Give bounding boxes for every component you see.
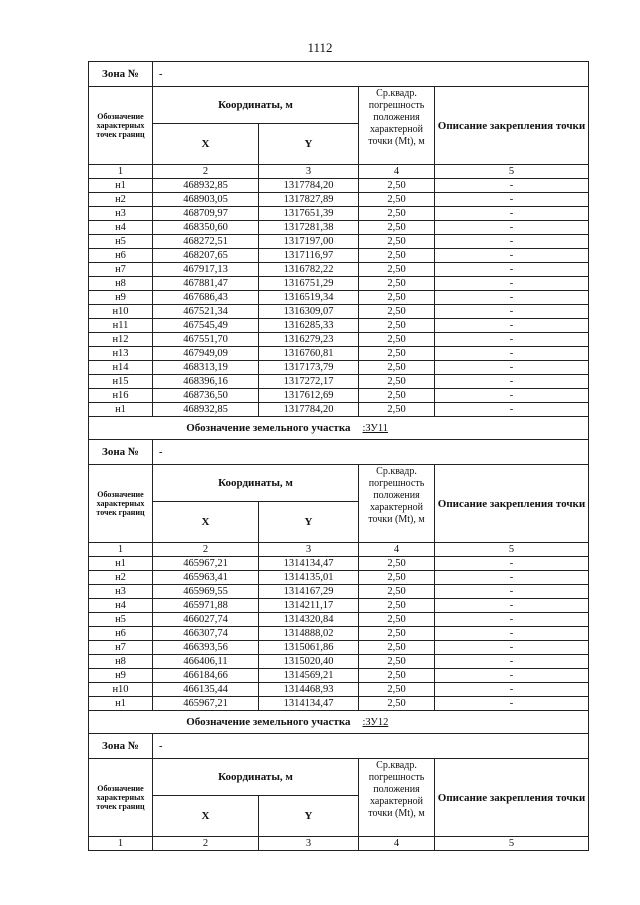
fixing-description: - bbox=[435, 319, 589, 333]
x-coordinate: 468903,05 bbox=[153, 193, 259, 207]
zone-row bbox=[89, 440, 589, 465]
table-row bbox=[89, 641, 589, 655]
fixing-description: - bbox=[435, 585, 589, 599]
mean-square-error: 2,50 bbox=[359, 403, 435, 417]
zone-label: Зона № bbox=[89, 440, 153, 465]
coordinates-table bbox=[88, 61, 589, 851]
point-id: н11 bbox=[89, 319, 153, 333]
table-row bbox=[89, 669, 589, 683]
y-coordinate: 1317272,17 bbox=[259, 375, 359, 389]
table-row bbox=[89, 697, 589, 711]
mean-square-error: 2,50 bbox=[359, 305, 435, 319]
fixing-description: - bbox=[435, 221, 589, 235]
point-id: н5 bbox=[89, 235, 153, 249]
column-number: 1 bbox=[89, 165, 153, 179]
table-row bbox=[89, 585, 589, 599]
mean-square-error: 2,50 bbox=[359, 557, 435, 571]
fixing-description: - bbox=[435, 249, 589, 263]
point-id: н10 bbox=[89, 305, 153, 319]
mean-square-error: 2,50 bbox=[359, 655, 435, 669]
mean-square-error: 2,50 bbox=[359, 375, 435, 389]
column-number: 2 bbox=[153, 543, 259, 557]
fixing-description: - bbox=[435, 697, 589, 711]
parcel-number: :ЗУ12 bbox=[362, 716, 389, 728]
table-row bbox=[89, 403, 589, 417]
mean-square-error: 2,50 bbox=[359, 291, 435, 305]
y-coordinate: 1314134,47 bbox=[259, 697, 359, 711]
column-number: 3 bbox=[259, 165, 359, 179]
mean-square-error: 2,50 bbox=[359, 347, 435, 361]
column-number: 1 bbox=[89, 837, 153, 851]
column-number: 4 bbox=[359, 165, 435, 179]
header-row bbox=[89, 87, 589, 124]
y-coordinate: 1314569,21 bbox=[259, 669, 359, 683]
fixing-description: - bbox=[435, 389, 589, 403]
mean-square-error: 2,50 bbox=[359, 641, 435, 655]
mean-square-error: 2,50 bbox=[359, 361, 435, 375]
table-row bbox=[89, 319, 589, 333]
table-row bbox=[89, 277, 589, 291]
error-header-top: Ср.квадр. погрешность положения bbox=[359, 87, 435, 124]
fixing-description: - bbox=[435, 557, 589, 571]
point-id: н6 bbox=[89, 627, 153, 641]
table-row bbox=[89, 347, 589, 361]
x-coordinate: 465969,55 bbox=[153, 585, 259, 599]
y-coordinate: 1316519,34 bbox=[259, 291, 359, 305]
point-id: н3 bbox=[89, 585, 153, 599]
y-coordinate: 1315020,40 bbox=[259, 655, 359, 669]
page-number: 1112 bbox=[307, 40, 333, 55]
y-coordinate: 1316760,81 bbox=[259, 347, 359, 361]
x-coordinate: 468207,65 bbox=[153, 249, 259, 263]
point-id: н9 bbox=[89, 291, 153, 305]
y-coordinate: 1314320,84 bbox=[259, 613, 359, 627]
parcel-number: :ЗУ11 bbox=[362, 422, 388, 434]
coords-header: Координаты, м bbox=[153, 87, 359, 124]
y-coordinate: 1317173,79 bbox=[259, 361, 359, 375]
column-number: 5 bbox=[435, 543, 589, 557]
table-row bbox=[89, 235, 589, 249]
x-header: X bbox=[153, 796, 259, 837]
x-coordinate: 465971,88 bbox=[153, 599, 259, 613]
x-header: X bbox=[153, 124, 259, 165]
fixing-description: - bbox=[435, 599, 589, 613]
mean-square-error: 2,50 bbox=[359, 235, 435, 249]
column-number-row bbox=[89, 543, 589, 557]
table-row bbox=[89, 333, 589, 347]
fixing-description: - bbox=[435, 375, 589, 389]
x-coordinate: 467686,43 bbox=[153, 291, 259, 305]
column-number: 2 bbox=[153, 165, 259, 179]
mean-square-error: 2,50 bbox=[359, 277, 435, 291]
point-id: н6 bbox=[89, 249, 153, 263]
y-coordinate: 1316782,22 bbox=[259, 263, 359, 277]
coordinates-document bbox=[88, 61, 588, 851]
error-header-top: Ср.квадр. погрешность положения bbox=[359, 465, 435, 502]
x-coordinate: 468313,19 bbox=[153, 361, 259, 375]
table-row bbox=[89, 193, 589, 207]
table-row bbox=[89, 571, 589, 585]
column-number: 2 bbox=[153, 837, 259, 851]
description-header: Описание закрепления точки bbox=[435, 465, 589, 543]
zone-row bbox=[89, 734, 589, 759]
point-id: н4 bbox=[89, 599, 153, 613]
point-id: н9 bbox=[89, 669, 153, 683]
fixing-description: - bbox=[435, 361, 589, 375]
point-id: н12 bbox=[89, 333, 153, 347]
point-id: н1 bbox=[89, 697, 153, 711]
table-row bbox=[89, 389, 589, 403]
table-row bbox=[89, 361, 589, 375]
error-header-bottom: характерной точки (Mt), м bbox=[359, 796, 435, 837]
y-coordinate: 1314468,93 bbox=[259, 683, 359, 697]
x-coordinate: 468736,50 bbox=[153, 389, 259, 403]
fixing-description: - bbox=[435, 277, 589, 291]
mean-square-error: 2,50 bbox=[359, 571, 435, 585]
table-row bbox=[89, 179, 589, 193]
coords-header: Координаты, м bbox=[153, 465, 359, 502]
fixing-description: - bbox=[435, 333, 589, 347]
y-coordinate: 1317612,69 bbox=[259, 389, 359, 403]
x-coordinate: 468932,85 bbox=[153, 403, 259, 417]
x-coordinate: 468932,85 bbox=[153, 179, 259, 193]
zone-value: - bbox=[153, 62, 589, 87]
table-row bbox=[89, 655, 589, 669]
x-coordinate: 468396,16 bbox=[153, 375, 259, 389]
y-header: Y bbox=[259, 796, 359, 837]
y-coordinate: 1316751,29 bbox=[259, 277, 359, 291]
x-header: X bbox=[153, 502, 259, 543]
x-coordinate: 467521,34 bbox=[153, 305, 259, 319]
x-coordinate: 467551,70 bbox=[153, 333, 259, 347]
x-coordinate: 466027,74 bbox=[153, 613, 259, 627]
mean-square-error: 2,50 bbox=[359, 249, 435, 263]
y-coordinate: 1314888,02 bbox=[259, 627, 359, 641]
y-coordinate: 1316285,33 bbox=[259, 319, 359, 333]
point-id: н8 bbox=[89, 655, 153, 669]
x-coordinate: 468272,51 bbox=[153, 235, 259, 249]
coords-header: Координаты, м bbox=[153, 759, 359, 796]
x-coordinate: 466135,44 bbox=[153, 683, 259, 697]
table-row bbox=[89, 263, 589, 277]
description-header: Описание закрепления точки bbox=[435, 759, 589, 837]
x-coordinate: 466184,66 bbox=[153, 669, 259, 683]
mean-square-error: 2,50 bbox=[359, 613, 435, 627]
parcel-value bbox=[359, 417, 589, 440]
fixing-description: - bbox=[435, 193, 589, 207]
point-id: н1 bbox=[89, 403, 153, 417]
table-row bbox=[89, 375, 589, 389]
y-header: Y bbox=[259, 502, 359, 543]
point-label-header: Обозначение характерных точек границ bbox=[89, 759, 153, 837]
point-id: н13 bbox=[89, 347, 153, 361]
point-id: н8 bbox=[89, 277, 153, 291]
mean-square-error: 2,50 bbox=[359, 627, 435, 641]
mean-square-error: 2,50 bbox=[359, 669, 435, 683]
y-coordinate: 1314135,01 bbox=[259, 571, 359, 585]
mean-square-error: 2,50 bbox=[359, 263, 435, 277]
table-row bbox=[89, 291, 589, 305]
fixing-description: - bbox=[435, 571, 589, 585]
y-coordinate: 1317651,39 bbox=[259, 207, 359, 221]
x-coordinate: 468350,60 bbox=[153, 221, 259, 235]
x-coordinate: 466393,56 bbox=[153, 641, 259, 655]
mean-square-error: 2,50 bbox=[359, 193, 435, 207]
x-coordinate: 467545,49 bbox=[153, 319, 259, 333]
parcel-label: Обозначение земельного участка bbox=[89, 711, 359, 734]
point-id: н15 bbox=[89, 375, 153, 389]
mean-square-error: 2,50 bbox=[359, 389, 435, 403]
table-row bbox=[89, 221, 589, 235]
y-coordinate: 1317197,00 bbox=[259, 235, 359, 249]
mean-square-error: 2,50 bbox=[359, 221, 435, 235]
x-coordinate: 465963,41 bbox=[153, 571, 259, 585]
fixing-description: - bbox=[435, 291, 589, 305]
table-row bbox=[89, 683, 589, 697]
table-row bbox=[89, 249, 589, 263]
y-coordinate: 1316309,07 bbox=[259, 305, 359, 319]
y-coordinate: 1317281,38 bbox=[259, 221, 359, 235]
column-number-row bbox=[89, 165, 589, 179]
mean-square-error: 2,50 bbox=[359, 207, 435, 221]
point-id: н1 bbox=[89, 557, 153, 571]
mean-square-error: 2,50 bbox=[359, 585, 435, 599]
fixing-description: - bbox=[435, 683, 589, 697]
fixing-description: - bbox=[435, 655, 589, 669]
fixing-description: - bbox=[435, 627, 589, 641]
header-row bbox=[89, 759, 589, 796]
table-row bbox=[89, 207, 589, 221]
parcel-row bbox=[89, 711, 589, 734]
point-id: н7 bbox=[89, 641, 153, 655]
point-id: н1 bbox=[89, 179, 153, 193]
y-coordinate: 1316279,23 bbox=[259, 333, 359, 347]
point-id: н16 bbox=[89, 389, 153, 403]
mean-square-error: 2,50 bbox=[359, 683, 435, 697]
y-coordinate: 1317784,20 bbox=[259, 403, 359, 417]
zone-label: Зона № bbox=[89, 62, 153, 87]
header-row bbox=[89, 465, 589, 502]
x-coordinate: 467917,13 bbox=[153, 263, 259, 277]
table-row bbox=[89, 305, 589, 319]
table-row bbox=[89, 557, 589, 571]
mean-square-error: 2,50 bbox=[359, 697, 435, 711]
x-coordinate: 467881,47 bbox=[153, 277, 259, 291]
fixing-description: - bbox=[435, 613, 589, 627]
x-coordinate: 465967,21 bbox=[153, 557, 259, 571]
point-id: н4 bbox=[89, 221, 153, 235]
error-header-bottom: характерной точки (Mt), м bbox=[359, 502, 435, 543]
fixing-description: - bbox=[435, 403, 589, 417]
parcel-row bbox=[89, 417, 589, 440]
point-id: н10 bbox=[89, 683, 153, 697]
table-row bbox=[89, 599, 589, 613]
y-coordinate: 1317116,97 bbox=[259, 249, 359, 263]
fixing-description: - bbox=[435, 305, 589, 319]
y-header: Y bbox=[259, 124, 359, 165]
column-number: 5 bbox=[435, 837, 589, 851]
mean-square-error: 2,50 bbox=[359, 333, 435, 347]
column-number: 3 bbox=[259, 837, 359, 851]
point-label-header: Обозначение характерных точек границ bbox=[89, 87, 153, 165]
fixing-description: - bbox=[435, 235, 589, 249]
point-id: н3 bbox=[89, 207, 153, 221]
fixing-description: - bbox=[435, 263, 589, 277]
x-coordinate: 465967,21 bbox=[153, 697, 259, 711]
y-coordinate: 1317827,89 bbox=[259, 193, 359, 207]
description-header: Описание закрепления точки bbox=[435, 87, 589, 165]
fixing-description: - bbox=[435, 347, 589, 361]
error-header-bottom: характерной точки (Mt), м bbox=[359, 124, 435, 165]
column-number-row bbox=[89, 837, 589, 851]
x-coordinate: 466307,74 bbox=[153, 627, 259, 641]
x-coordinate: 466406,11 bbox=[153, 655, 259, 669]
mean-square-error: 2,50 bbox=[359, 179, 435, 193]
parcel-label: Обозначение земельного участка bbox=[89, 417, 359, 440]
table-row bbox=[89, 627, 589, 641]
fixing-description: - bbox=[435, 207, 589, 221]
point-id: н7 bbox=[89, 263, 153, 277]
y-coordinate: 1317784,20 bbox=[259, 179, 359, 193]
zone-value: - bbox=[153, 440, 589, 465]
column-number: 4 bbox=[359, 837, 435, 851]
zone-row bbox=[89, 62, 589, 87]
point-label-header: Обозначение характерных точек границ bbox=[89, 465, 153, 543]
point-id: н2 bbox=[89, 571, 153, 585]
fixing-description: - bbox=[435, 641, 589, 655]
point-id: н5 bbox=[89, 613, 153, 627]
mean-square-error: 2,50 bbox=[359, 319, 435, 333]
y-coordinate: 1314211,17 bbox=[259, 599, 359, 613]
table-row bbox=[89, 613, 589, 627]
zone-label: Зона № bbox=[89, 734, 153, 759]
column-number: 5 bbox=[435, 165, 589, 179]
fixing-description: - bbox=[435, 669, 589, 683]
y-coordinate: 1314134,47 bbox=[259, 557, 359, 571]
column-number: 3 bbox=[259, 543, 359, 557]
x-coordinate: 468709,97 bbox=[153, 207, 259, 221]
column-number: 4 bbox=[359, 543, 435, 557]
column-number: 1 bbox=[89, 543, 153, 557]
fixing-description: - bbox=[435, 179, 589, 193]
y-coordinate: 1314167,29 bbox=[259, 585, 359, 599]
point-id: н2 bbox=[89, 193, 153, 207]
error-header-top: Ср.квадр. погрешность положения bbox=[359, 759, 435, 796]
zone-value: - bbox=[153, 734, 589, 759]
point-id: н14 bbox=[89, 361, 153, 375]
y-coordinate: 1315061,86 bbox=[259, 641, 359, 655]
mean-square-error: 2,50 bbox=[359, 599, 435, 613]
parcel-value bbox=[359, 711, 589, 734]
x-coordinate: 467949,09 bbox=[153, 347, 259, 361]
